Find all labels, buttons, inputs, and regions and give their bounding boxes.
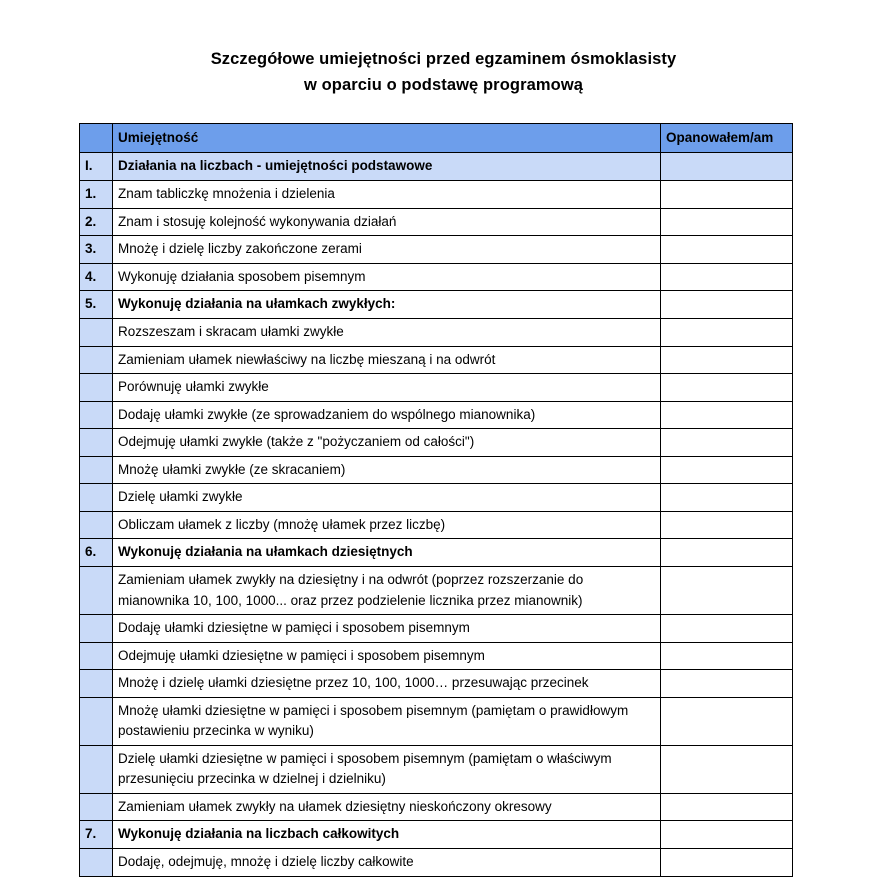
table-row [80, 511, 793, 539]
mastered-checkbox-cell[interactable] [661, 821, 793, 849]
table-row [80, 319, 793, 347]
mastered-checkbox-cell[interactable] [661, 793, 793, 821]
table-row [80, 153, 793, 181]
skill-text-cell: Dodaję, odejmuję, mnożę i dzielę liczby całkowite [113, 849, 661, 877]
skill-text-cell: Dzielę ułamki zwykłe [113, 484, 661, 512]
header-cell-skill: Umiejętność [113, 124, 661, 153]
skill-text-cell: Rozszeszam i skracam ułamki zwykłe [113, 319, 661, 347]
row-number-cell [80, 642, 113, 670]
skill-text-cell: Zamieniam ułamek zwykły na ułamek dziesiętny nieskończony okresowy [113, 793, 661, 821]
mastered-checkbox-cell[interactable] [661, 236, 793, 264]
row-number-cell [80, 319, 113, 347]
mastered-checkbox-cell[interactable] [661, 642, 793, 670]
table-row [80, 236, 793, 264]
skills-checklist-table [79, 123, 793, 877]
mastered-checkbox-cell[interactable] [661, 429, 793, 457]
skill-text-cell: Znam tabliczkę mnożenia i dzielenia [113, 181, 661, 209]
row-number-cell: 3. [80, 236, 113, 264]
row-number-cell [80, 567, 113, 615]
skill-text-cell: Wykonuję działania na liczbach całkowitych [113, 821, 661, 849]
skill-text-cell: Odejmuję ułamki zwykłe (także z "pożyczaniem od całości") [113, 429, 661, 457]
table-row [80, 567, 793, 615]
table-row [80, 346, 793, 374]
row-number-cell: 4. [80, 263, 113, 291]
row-number-cell [80, 745, 113, 793]
skill-text-cell: Porównuję ułamki zwykłe [113, 374, 661, 402]
skill-text-cell: Wykonuję działania na ułamkach zwykłych: [113, 291, 661, 319]
row-number-cell: 1. [80, 181, 113, 209]
table-row [80, 181, 793, 209]
table-row [80, 429, 793, 457]
row-number-cell [80, 429, 113, 457]
row-number-cell [80, 615, 113, 643]
skill-text-cell: Znam i stosuję kolejność wykonywania działań [113, 208, 661, 236]
skill-text-cell: Mnożę ułamki zwykłe (ze skracaniem) [113, 456, 661, 484]
mastered-checkbox-cell[interactable] [661, 456, 793, 484]
row-number-cell: I. [80, 153, 113, 181]
row-number-cell [80, 456, 113, 484]
mastered-checkbox-cell[interactable] [661, 263, 793, 291]
row-number-cell [80, 484, 113, 512]
table-row [80, 849, 793, 877]
skill-text-cell: Zamieniam ułamek zwykły na dziesiętny i na odwrót (poprzez rozszerzanie do mianownika 10, 100, 1000... oraz przez podzielenie licznika przez mianownik) [113, 567, 661, 615]
skill-text-cell: Dodaję ułamki dziesiętne w pamięci i sposobem pisemnym [113, 615, 661, 643]
header-cell-mastered: Opanowałem/am [661, 124, 793, 153]
mastered-checkbox-cell[interactable] [661, 849, 793, 877]
skill-text-cell: Mnożę i dzielę liczby zakończone zerami [113, 236, 661, 264]
mastered-checkbox-cell[interactable] [661, 615, 793, 643]
table-row [80, 697, 793, 745]
skill-text-cell: Zamieniam ułamek niewłaściwy na liczbę mieszaną i na odwrót [113, 346, 661, 374]
skill-text-cell: Działania na liczbach - umiejętności podstawowe [113, 153, 661, 181]
row-number-cell: 5. [80, 291, 113, 319]
table-row [80, 208, 793, 236]
mastered-checkbox-cell[interactable] [661, 511, 793, 539]
row-number-cell [80, 374, 113, 402]
row-number-cell [80, 670, 113, 698]
skill-text-cell: Wykonuję działania na ułamkach dziesiętnych [113, 539, 661, 567]
mastered-checkbox-cell[interactable] [661, 697, 793, 745]
skill-text-cell: Dodaję ułamki zwykłe (ze sprowadzaniem do wspólnego mianownika) [113, 401, 661, 429]
table-row [80, 374, 793, 402]
row-number-cell [80, 849, 113, 877]
skill-text-cell: Odejmuję ułamki dziesiętne w pamięci i sposobem pisemnym [113, 642, 661, 670]
mastered-checkbox-cell[interactable] [661, 346, 793, 374]
mastered-checkbox-cell[interactable] [661, 401, 793, 429]
row-number-cell [80, 511, 113, 539]
skill-text-cell: Dzielę ułamki dziesiętne w pamięci i sposobem pisemnym (pamiętam o właściwym przesunięciu przecinka w dzielnej i dzielniku) [113, 745, 661, 793]
skill-text-cell: Obliczam ułamek z liczby (mnożę ułamek przez liczbę) [113, 511, 661, 539]
mastered-checkbox-cell[interactable] [661, 484, 793, 512]
mastered-checkbox-cell[interactable] [661, 208, 793, 236]
mastered-checkbox-cell[interactable] [661, 670, 793, 698]
page-title-line1: Szczegółowe umiejętności przed egzaminem ósmoklasisty [210, 50, 677, 68]
mastered-checkbox-cell[interactable] [661, 539, 793, 567]
table-row [80, 539, 793, 567]
table-row [80, 456, 793, 484]
mastered-checkbox-cell[interactable] [661, 567, 793, 615]
table-row [80, 484, 793, 512]
table-row [80, 670, 793, 698]
skill-text-cell: Mnożę ułamki dziesiętne w pamięci i sposobem pisemnym (pamiętam o prawidłowym postawieniu przecinka w wyniku) [113, 697, 661, 745]
row-number-cell [80, 793, 113, 821]
row-number-cell [80, 346, 113, 374]
row-number-cell [80, 697, 113, 745]
table-header-row [80, 124, 793, 153]
table-row [80, 401, 793, 429]
table-row [80, 263, 793, 291]
mastered-checkbox-cell[interactable] [661, 319, 793, 347]
skill-text-cell: Wykonuję działania sposobem pisemnym [113, 263, 661, 291]
table-row [80, 615, 793, 643]
mastered-checkbox-cell[interactable] [661, 291, 793, 319]
row-number-cell [80, 401, 113, 429]
page-title-line2: w oparciu o podstawę programową [303, 76, 584, 94]
page-title [0, 46, 887, 98]
table-row [80, 642, 793, 670]
row-number-cell: 6. [80, 539, 113, 567]
table-row [80, 291, 793, 319]
row-number-cell: 2. [80, 208, 113, 236]
table-row [80, 793, 793, 821]
header-cell-number [80, 124, 113, 153]
mastered-checkbox-cell[interactable] [661, 745, 793, 793]
table-row [80, 745, 793, 793]
table-row [80, 821, 793, 849]
row-number-cell: 7. [80, 821, 113, 849]
mastered-checkbox-cell[interactable] [661, 153, 793, 181]
skill-text-cell: Mnożę i dzielę ułamki dziesiętne przez 10, 100, 1000… przesuwając przecinek [113, 670, 661, 698]
mastered-checkbox-cell[interactable] [661, 374, 793, 402]
mastered-checkbox-cell[interactable] [661, 181, 793, 209]
